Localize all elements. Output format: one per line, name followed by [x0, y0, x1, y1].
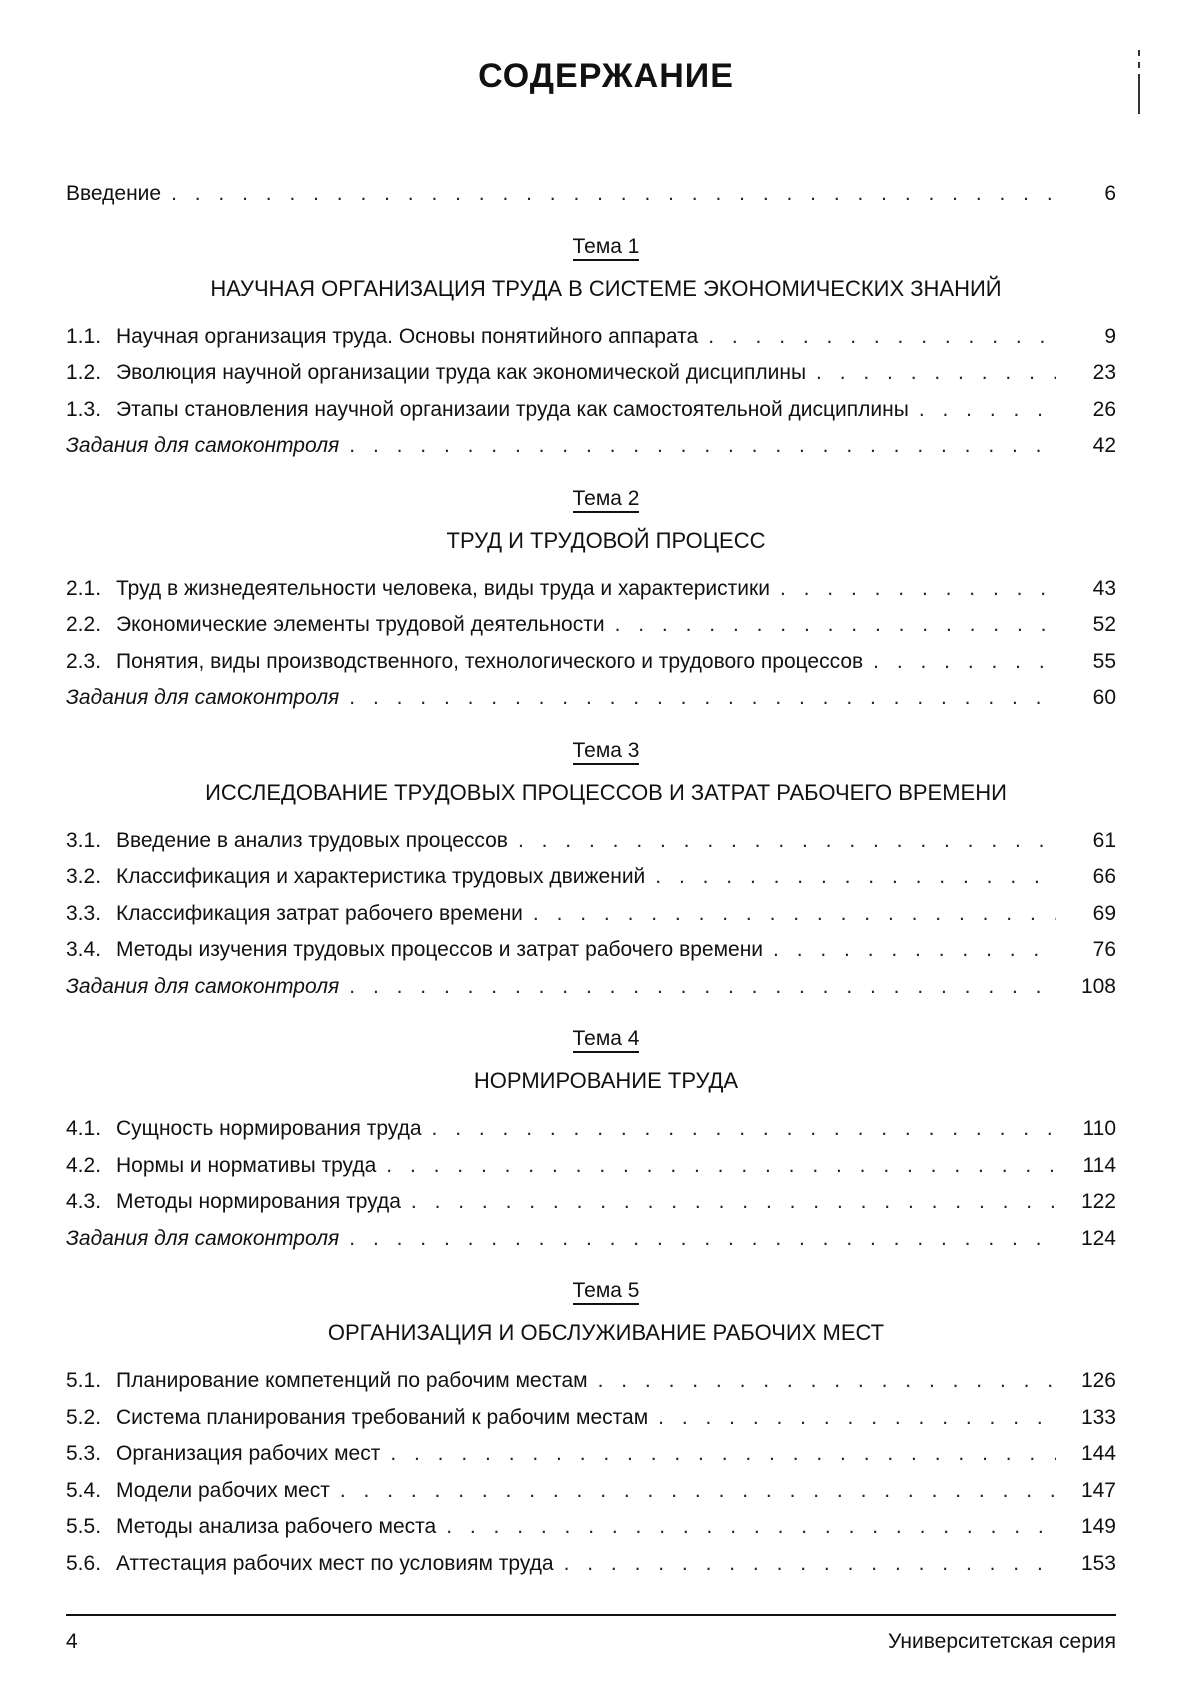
dot-leader	[533, 896, 1056, 933]
dot-leader	[411, 1184, 1056, 1221]
toc-entry-text: Методы анализа рабочего места	[116, 1515, 437, 1538]
topic-section	[66, 1271, 1116, 1582]
dot-leader	[390, 1436, 1056, 1473]
toc-entry-page: 122	[1080, 1190, 1116, 1213]
toc-entry-number: 1.2.	[66, 361, 102, 384]
dot-leader	[340, 1473, 1056, 1510]
toc-entry[interactable]	[66, 1509, 1116, 1546]
dot-leader	[518, 823, 1056, 860]
dot-leader	[349, 428, 1056, 465]
toc-entry[interactable]	[66, 1436, 1116, 1473]
toc-entry-text: Задания для самоконтроля	[66, 434, 340, 457]
topic-section	[66, 731, 1116, 1006]
toc-entry-page: 110	[1082, 1117, 1116, 1140]
toc-entry-text: Классификация затрат рабочего времени	[116, 901, 523, 925]
topic-title: ТРУД И ТРУДОВОЙ ПРОЦЕСС	[446, 527, 766, 553]
toc-entry-text: Задания для самоконтроля	[66, 686, 340, 709]
toc-entry[interactable]	[66, 571, 1116, 608]
topic-label-text: Тема 3	[573, 739, 640, 765]
toc-entry-page: 6	[1104, 182, 1116, 205]
toc-entry-number: 4.2.	[66, 1153, 102, 1177]
toc-entry[interactable]	[66, 823, 1116, 860]
toc-entry[interactable]	[66, 644, 1116, 681]
toc-entry-number: 3.4.	[66, 938, 102, 961]
toc-entry-page: 126	[1080, 1369, 1116, 1392]
toc-entry-page: 42	[1092, 434, 1116, 457]
contents-page	[66, 40, 1116, 1582]
topic-label-text: Тема 5	[573, 1279, 640, 1305]
toc-entry-number: 5.3.	[66, 1442, 102, 1465]
toc-entry-number: 5.4.	[66, 1478, 102, 1502]
topic-title: НАУЧНАЯ ОРГАНИЗАЦИЯ ТРУДА В СИСТЕМЕ ЭКОНОМИЧЕСКИХ ЗНАНИЙ	[210, 275, 1002, 301]
toc-entry[interactable]	[66, 859, 1116, 896]
toc-entry-page: 153	[1080, 1551, 1116, 1575]
toc-entry-text: Труд в жизнедеятельности человека, виды труда и характеристики	[116, 576, 770, 600]
dot-leader	[919, 392, 1056, 429]
toc-entry[interactable]	[66, 1363, 1116, 1400]
toc-entry[interactable]	[66, 1546, 1116, 1583]
dot-leader	[171, 176, 1056, 213]
toc-entry-text: Аттестация рабочих мест по условиям труда	[116, 1551, 554, 1575]
toc-entry[interactable]	[66, 392, 1116, 429]
dot-leader	[873, 644, 1056, 681]
toc-entry-number: 3.1.	[66, 828, 102, 852]
toc-entry-text: Этапы становления научной организаии труда как самостоятельной дисциплины	[116, 397, 909, 421]
toc-entry[interactable]	[66, 1473, 1116, 1510]
dot-leader	[708, 319, 1056, 356]
toc-entry[interactable]	[66, 355, 1116, 392]
toc-entry-page: 147	[1080, 1478, 1116, 1502]
topic-label	[66, 731, 1116, 771]
toc-entry-page: 61	[1092, 828, 1116, 852]
toc-entry[interactable]	[66, 1184, 1116, 1221]
dot-leader	[816, 355, 1056, 392]
topic-label	[66, 227, 1116, 267]
toc-entry-page: 108	[1080, 974, 1116, 998]
toc-entry[interactable]	[66, 932, 1116, 969]
toc-entry-number: 5.2.	[66, 1405, 102, 1429]
toc-entry-page: 26	[1092, 397, 1116, 421]
dot-leader	[386, 1148, 1056, 1185]
toc-entry-page: 52	[1092, 613, 1116, 636]
toc-entry-text: Введение в анализ трудовых процессов	[116, 828, 508, 852]
footer-page-number: 4	[66, 1630, 78, 1653]
toc-entry-page: 149	[1080, 1515, 1116, 1538]
toc-entry-text: Организация рабочих мест	[116, 1442, 381, 1465]
toc-entry[interactable]	[66, 319, 1116, 356]
topic-title: НОРМИРОВАНИЕ ТРУДА	[473, 1068, 739, 1093]
toc-entry-number: 4.3.	[66, 1190, 102, 1213]
toc-entry-text: Задания для самоконтроля	[66, 1226, 340, 1250]
dot-leader	[349, 1221, 1056, 1258]
page-footer	[66, 1614, 1116, 1654]
dot-leader	[658, 1400, 1056, 1437]
footer-series: Университетская серия	[888, 1630, 1116, 1653]
toc-entry-page: 60	[1092, 686, 1116, 709]
topic-title: ОРГАНИЗАЦИЯ И ОБСЛУЖИВАНИЕ РАБОЧИХ МЕСТ	[327, 1320, 885, 1345]
dot-leader	[655, 859, 1056, 896]
dot-leader	[349, 969, 1056, 1006]
topic-label-text: Тема 4	[573, 1027, 640, 1053]
toc-entry-number: 2.1.	[66, 576, 102, 600]
toc-entry-page: 114	[1082, 1153, 1116, 1177]
dot-leader	[564, 1546, 1056, 1583]
toc-entry-number: 5.5.	[66, 1515, 102, 1538]
toc-entry-self-check[interactable]	[66, 428, 1116, 465]
toc-entry-page: 55	[1092, 649, 1116, 673]
toc-entry-text: Экономические элементы трудовой деятельности	[116, 613, 605, 636]
toc-entry-text: Сущность нормирования труда	[116, 1117, 422, 1140]
toc-entry-page: 76	[1092, 938, 1116, 961]
toc-entry-number: 3.3.	[66, 901, 102, 925]
dot-leader	[446, 1509, 1056, 1546]
toc-entry[interactable]	[66, 1111, 1116, 1148]
toc-entry-number: 2.2.	[66, 613, 102, 636]
toc-entry-number: 2.3.	[66, 649, 102, 673]
toc-entry-text: Система планирования требований к рабочим местам	[116, 1405, 649, 1429]
topic-section	[66, 479, 1116, 717]
toc-entry-text: Методы нормирования труда	[116, 1190, 401, 1213]
toc-entry-text: Введение	[66, 182, 162, 205]
dot-leader	[349, 680, 1056, 717]
topic-label	[66, 1271, 1116, 1311]
toc-entry-number: 4.1.	[66, 1117, 102, 1140]
toc-entry-text: Планирование компетенций по рабочим местам	[116, 1369, 588, 1392]
toc-entry[interactable]	[66, 1148, 1116, 1185]
toc-entry-text: Понятия, виды производственного, технологического и трудового процессов	[116, 649, 864, 673]
dot-leader	[432, 1111, 1056, 1148]
toc-entry-text: Эволюция научной организации труда как экономической дисциплины	[116, 361, 807, 384]
toc-entry-number: 5.6.	[66, 1551, 102, 1575]
dot-leader	[598, 1363, 1056, 1400]
toc-entry-text: Нормы и нормативы труда	[116, 1153, 377, 1177]
scan-margin-mark	[1138, 50, 1141, 130]
toc-entry-self-check[interactable]	[66, 680, 1116, 717]
topic-label-text: Тема 2	[573, 487, 640, 513]
topics-list	[66, 227, 1116, 1583]
toc-entry-number: 5.1.	[66, 1369, 102, 1392]
toc-entry-self-check[interactable]	[66, 1221, 1116, 1258]
dot-leader	[615, 607, 1056, 644]
toc-entry-page: 43	[1092, 576, 1116, 600]
toc-entry[interactable]	[66, 896, 1116, 933]
toc-entry[interactable]	[66, 1400, 1116, 1437]
toc-entry-self-check[interactable]	[66, 969, 1116, 1006]
dot-leader	[773, 932, 1056, 969]
toc-entry-page: 66	[1092, 865, 1116, 888]
topic-section	[66, 227, 1116, 465]
toc-entry-page: 69	[1092, 901, 1116, 925]
toc-entry-number: 3.2.	[66, 865, 102, 888]
topic-label	[66, 479, 1116, 519]
toc-entry-page: 133	[1080, 1405, 1116, 1429]
toc-entry-number: 1.3.	[66, 397, 102, 421]
toc-entry-text: Классификация и характеристика трудовых движений	[116, 865, 646, 888]
topic-label	[66, 1019, 1116, 1059]
topic-section	[66, 1019, 1116, 1257]
dot-leader	[780, 571, 1056, 608]
page-title: СОДЕРЖАНИЕ	[478, 57, 734, 95]
topic-label-text: Тема 1	[573, 235, 640, 261]
toc-entry-text: Модели рабочих мест	[116, 1478, 330, 1502]
toc-entry-text: Научная организация труда. Основы понятийного аппарата	[116, 324, 699, 348]
toc-entry-number: 1.1.	[66, 324, 102, 348]
topic-title: ИССЛЕДОВАНИЕ ТРУДОВЫХ ПРОЦЕССОВ И ЗАТРАТ РАБОЧЕГО ВРЕМЕНИ	[205, 779, 1007, 805]
toc-entry-page: 9	[1104, 324, 1116, 348]
toc-entry-page: 124	[1080, 1226, 1116, 1250]
toc-entry-text: Методы изучения трудовых процессов и затрат рабочего времени	[116, 938, 764, 961]
toc-entry-intro[interactable]	[66, 176, 1116, 213]
toc-entry[interactable]	[66, 607, 1116, 644]
toc-entry-text: Задания для самоконтроля	[66, 974, 340, 998]
toc-entry-page: 144	[1080, 1442, 1116, 1465]
toc-entry-page: 23	[1092, 361, 1116, 384]
